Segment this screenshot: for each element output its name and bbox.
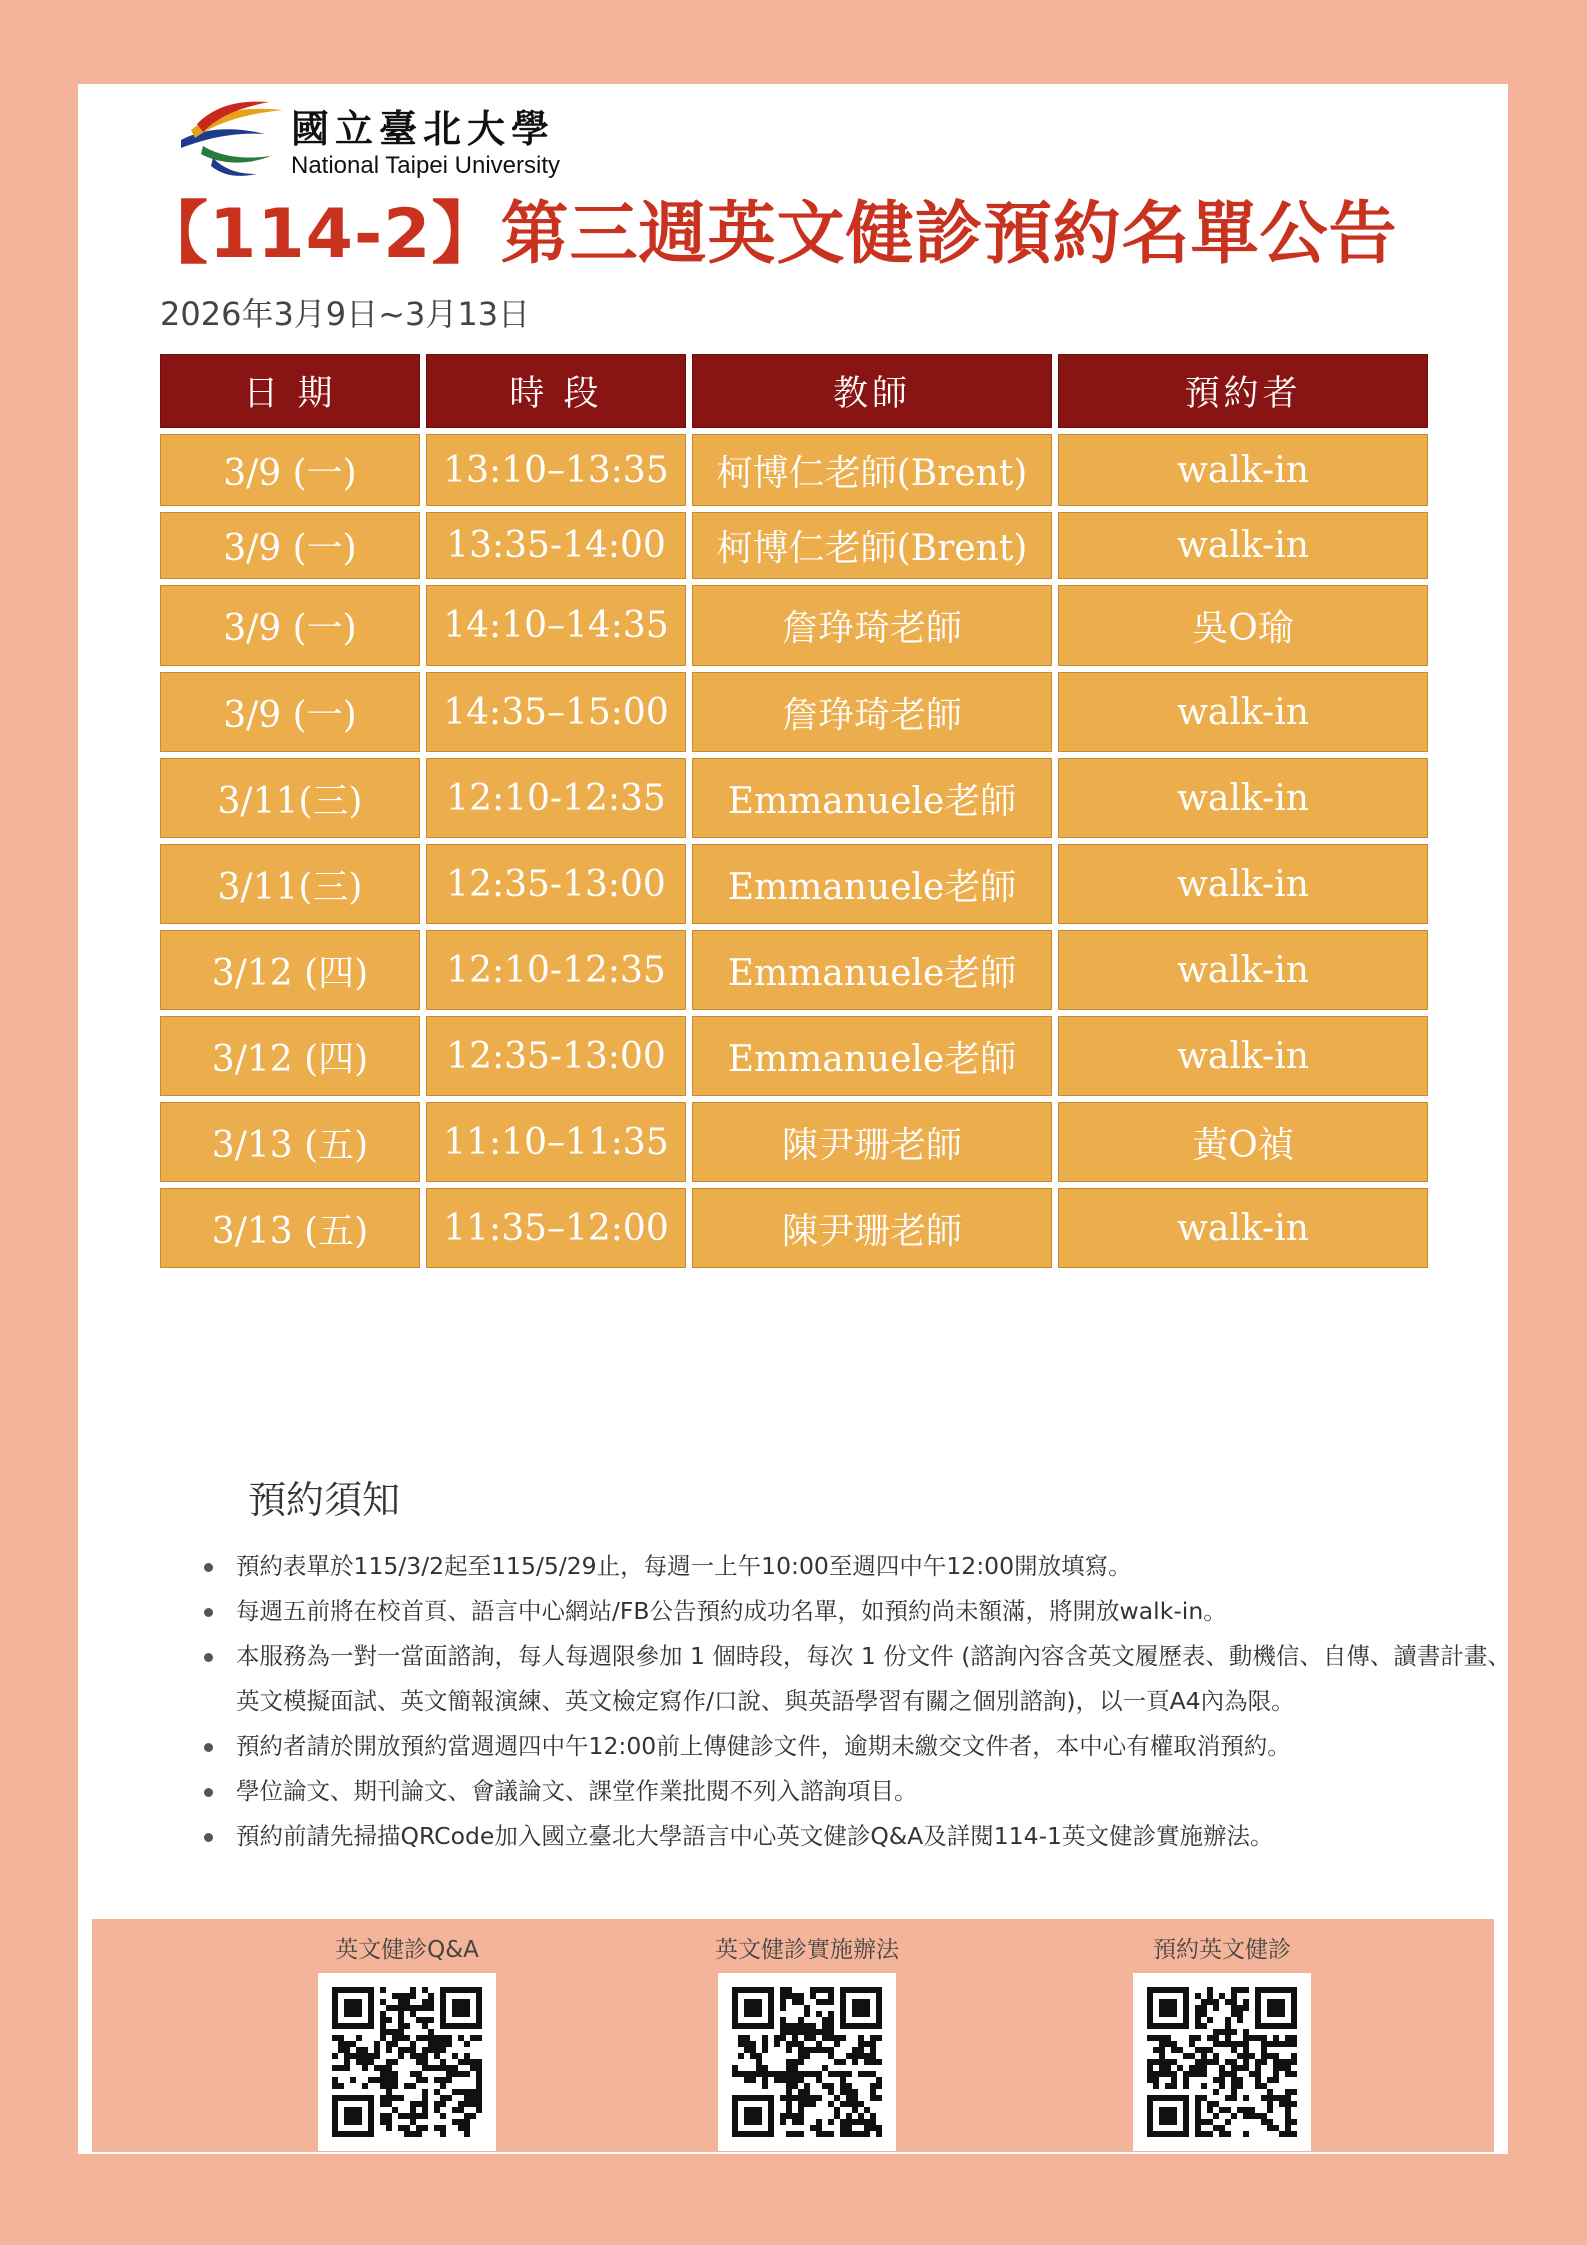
cell-teacher: Emmanuele老師: [692, 930, 1052, 1010]
table-header-row: [160, 354, 1430, 428]
notice-page: [78, 84, 1511, 2154]
qr-label: 預約英文健診: [1153, 1937, 1291, 1963]
cell-date: 3/12 (四): [160, 930, 420, 1010]
cell-time: 14:10–14:35: [426, 585, 686, 666]
cell-teacher: 柯博仁老師(Brent): [692, 512, 1052, 579]
date-range: 2026年3月9日~3月13日: [160, 295, 531, 333]
cell-time: 12:10-12:35: [426, 930, 686, 1010]
table-row: [160, 844, 1430, 924]
cell-time: 13:10–13:35: [426, 434, 686, 506]
cell-booker: walk-in: [1058, 512, 1428, 579]
cell-time: 11:35–12:00: [426, 1188, 686, 1268]
cell-booker: walk-in: [1058, 758, 1428, 838]
cell-teacher: Emmanuele老師: [692, 844, 1052, 924]
qr-label: 英文健診Q&A: [335, 1937, 479, 1963]
logo-name-cn: 國立臺北大學: [291, 107, 556, 151]
notes-list: [204, 1544, 1514, 1859]
table-row: [160, 758, 1430, 838]
table-row: [160, 512, 1430, 579]
header-date: 日 期: [160, 354, 420, 428]
cell-booker: walk-in: [1058, 1016, 1428, 1096]
table-row: [160, 930, 1430, 1010]
table-row: [160, 1016, 1430, 1096]
header-time: 時 段: [426, 354, 686, 428]
cell-booker: walk-in: [1058, 672, 1428, 752]
cell-date: 3/13 (五): [160, 1188, 420, 1268]
notes-item: 學位論文、期刊論文、會議論文、課堂作業批閱不列入諮詢項目。: [204, 1769, 1514, 1814]
cell-booker: walk-in: [1058, 844, 1428, 924]
cell-teacher: 陳尹珊老師: [692, 1102, 1052, 1182]
cell-date: 3/11(三): [160, 758, 420, 838]
cell-booker: walk-in: [1058, 1188, 1428, 1268]
cell-teacher: 詹琤琦老師: [692, 672, 1052, 752]
logo-name-en: National Taipei University: [291, 152, 561, 179]
page-title: 【114-2】第三週英文健診預約名單公告: [140, 195, 1398, 274]
table-row: [160, 434, 1430, 506]
cell-date: 3/9 (一): [160, 434, 420, 506]
table-row: [160, 672, 1430, 752]
cell-teacher: Emmanuele老師: [692, 1016, 1052, 1096]
notes-item: 預約者請於開放預約當週週四中午12:00前上傳健診文件，逾期未繳交文件者，本中心有權取消預約。: [204, 1724, 1514, 1769]
cell-date: 3/9 (一): [160, 512, 420, 579]
schedule-table: [160, 354, 1430, 1274]
table-row: [160, 1188, 1430, 1268]
cell-time: 14:35–15:00: [426, 672, 686, 752]
notes-title: 預約須知: [248, 1478, 401, 1522]
qr-block-faq[interactable]: [257, 1919, 557, 2151]
cell-booker: 吳O瑜: [1058, 585, 1428, 666]
notes-item: 預約前請先掃描QRCode加入國立臺北大學語言中心英文健診Q&A及詳閱114-1英文健診實施辦法。: [204, 1814, 1514, 1859]
table-row: [160, 1102, 1430, 1182]
cell-date: 3/12 (四): [160, 1016, 420, 1096]
cell-teacher: 詹琤琦老師: [692, 585, 1052, 666]
cell-booker: walk-in: [1058, 930, 1428, 1010]
notes-item: 本服務為一對一當面諮詢，每人每週限參加 1 個時段，每次 1 份文件 (諮詢內容含英文履歷表、動機信、自傳、讀書計畫、英文模擬面試、英文簡報演練、英文檢定寫作/口說、與英語學習有關之個別諮詢)，以一頁A4內為限。: [204, 1634, 1514, 1724]
qr-block-booking[interactable]: [1072, 1919, 1372, 2151]
cell-date: 3/9 (一): [160, 672, 420, 752]
qr-code-icon[interactable]: [718, 1973, 896, 2151]
qr-code-icon[interactable]: [1133, 1973, 1311, 2151]
cell-booker: 黃O禎: [1058, 1102, 1428, 1182]
cell-time: 12:35-13:00: [426, 1016, 686, 1096]
university-logo: [173, 94, 613, 184]
header-booker: 預約者: [1058, 354, 1428, 428]
cell-teacher: Emmanuele老師: [692, 758, 1052, 838]
notes-item: 預約表單於115/3/2起至115/5/29止，每週一上午10:00至週四中午12:00開放填寫。: [204, 1544, 1514, 1589]
qr-code-section: [92, 1919, 1494, 2152]
header-teacher: 教師: [692, 354, 1052, 428]
cell-teacher: 陳尹珊老師: [692, 1188, 1052, 1268]
qr-code-icon[interactable]: [318, 1973, 496, 2151]
cell-booker: walk-in: [1058, 434, 1428, 506]
cell-date: 3/9 (一): [160, 585, 420, 666]
cell-teacher: 柯博仁老師(Brent): [692, 434, 1052, 506]
cell-date: 3/11(三): [160, 844, 420, 924]
qr-label: 英文健診實施辦法: [715, 1937, 899, 1963]
qr-block-rules[interactable]: [657, 1919, 957, 2151]
notes-item: 每週五前將在校首頁、語言中心網站/FB公告預約成功名單，如預約尚未額滿，將開放walk-in。: [204, 1589, 1514, 1634]
cell-time: 13:35-14:00: [426, 512, 686, 579]
cell-date: 3/13 (五): [160, 1102, 420, 1182]
cell-time: 11:10–11:35: [426, 1102, 686, 1182]
table-row: [160, 585, 1430, 666]
cell-time: 12:35-13:00: [426, 844, 686, 924]
cell-time: 12:10-12:35: [426, 758, 686, 838]
university-emblem-icon: [173, 100, 293, 178]
